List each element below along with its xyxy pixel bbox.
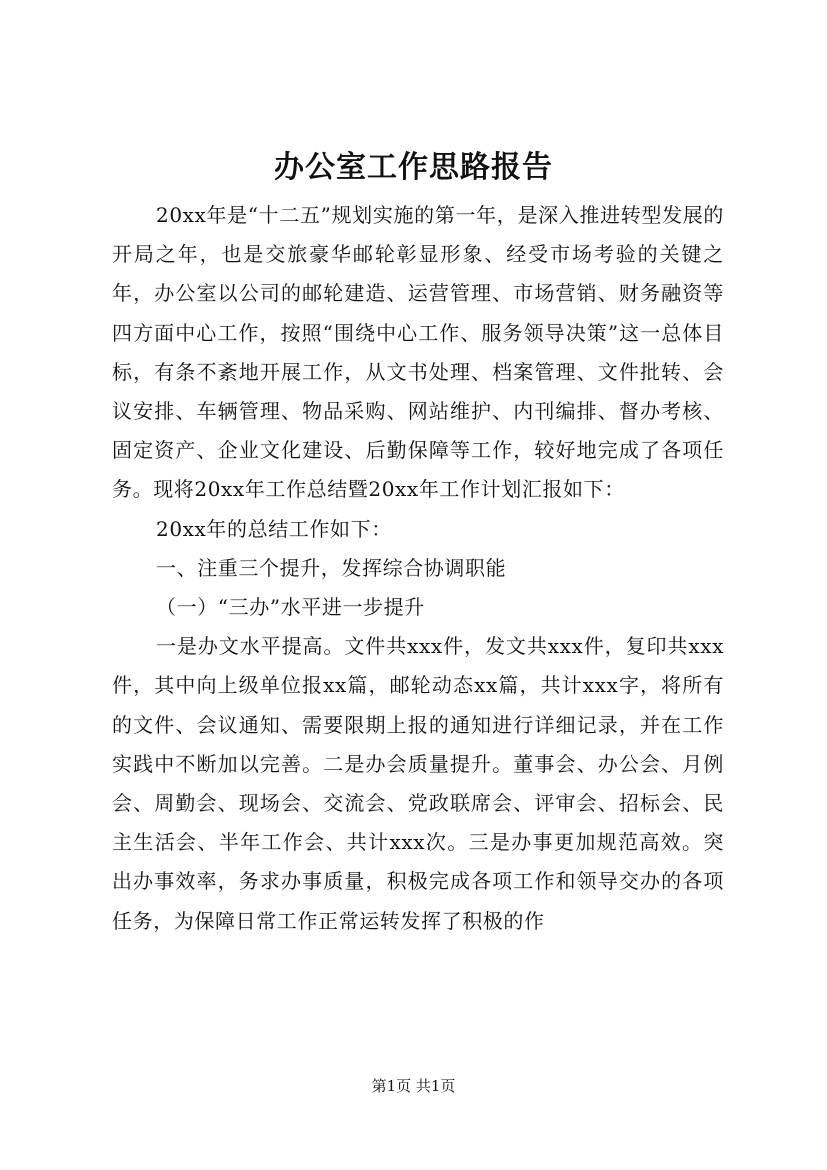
section-heading: 一、注重三个提升，发挥综合协调职能: [156, 555, 507, 580]
subsection-heading: （一）“三办”水平进一步提升: [156, 595, 425, 620]
page-footer: 第1页 共1页: [371, 1077, 456, 1095]
summary-intro: 20xx年的总结工作如下：: [156, 516, 392, 541]
body-paragraph: 一是办文水平提高。文件共xxx件，发文共xxx件，复印共xxx件，其中向上级单位报xx篇，邮轮动态xx篇，共计xxx字，将所有的文件、会议通知、需要限期上报的通知进行详细记录，并在工作实践中不断加以完善。二是办会质量提升。董事会、办公会、月例会、周勤会、现场会、交流会、党政联席会、评审会、招标会、民主生活会、半年工作会、共计xxx次。三是办事更加规范高效。突出办事效率，务求办事质量，积极完成各项工作和领导交办的各项任务，为保障日常工作正常运转发挥了积极的作: [112, 634, 724, 933]
document-title: 办公室工作思路报告: [274, 150, 553, 185]
document-body: [112, 196, 724, 941]
intro-paragraph: 20xx年是“十二五”规划实施的第一年，是深入推进转型发展的开局之年，也是交旅豪华邮轮彰显形象、经受市场考验的关键之年，办公室以公司的邮轮建造、运营管理、市场营销、财务融资等四方面中心工作，按照“围绕中心工作、服务领导决策”这一总体目标，有条不紊地开展工作，从文书处理、档案管理、文件批转、会议安排、车辆管理、物品采购、网站维护、内刊编排、督办考核、固定资产、企业文化建设、后勤保障等工作，较好地完成了各项任务。现将20xx年工作总结暨20xx年工作计划汇报如下：: [112, 203, 724, 502]
